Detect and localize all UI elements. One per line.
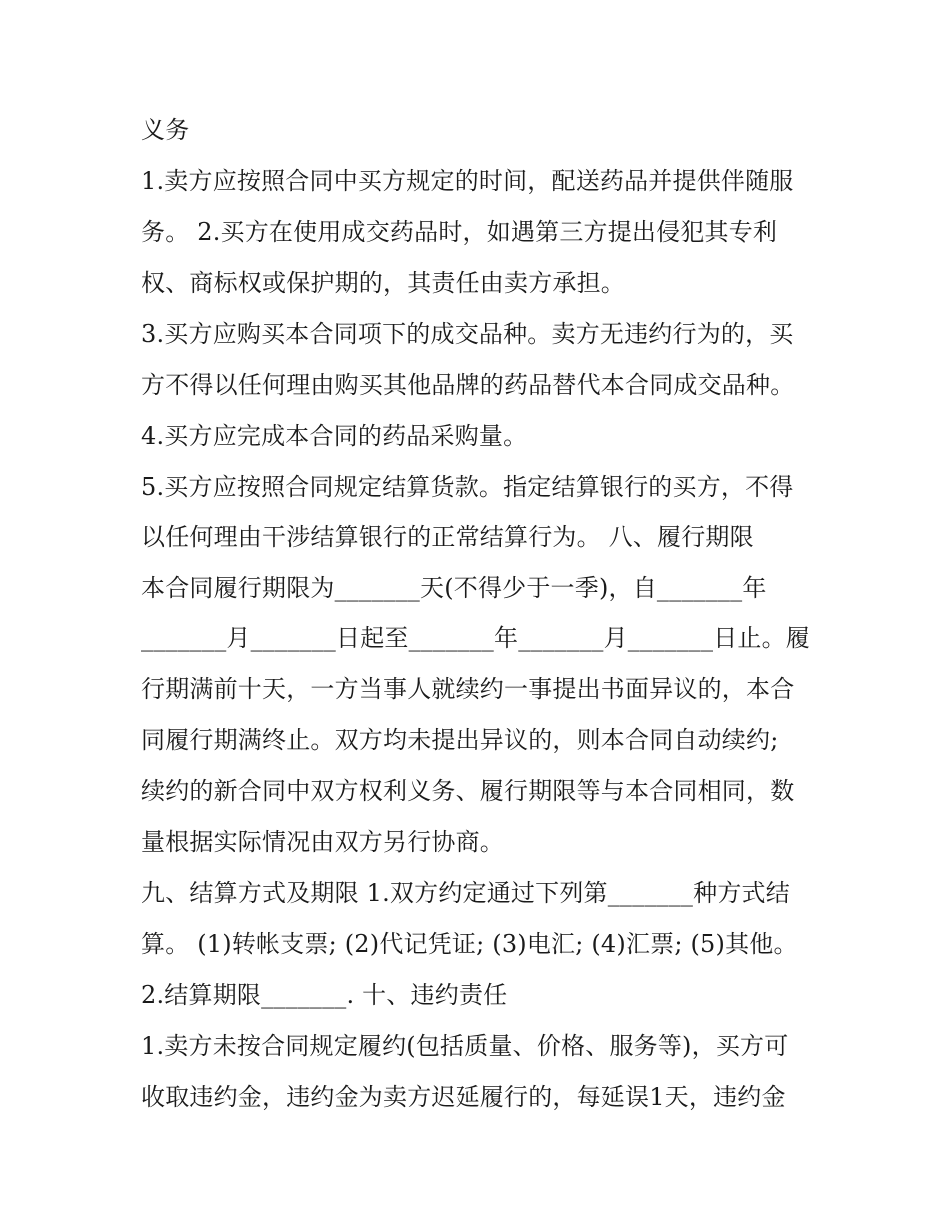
text-line: 行期满前十天，一方当事人就续约一事提出书面异议的，本合 bbox=[141, 675, 795, 703]
text-line: 方不得以任何理由购买其他品牌的药品替代本合同成交品种。 bbox=[141, 371, 795, 399]
text-line: 1.卖方应按照合同中买方规定的时间，配送药品并提供伴随服 bbox=[141, 167, 794, 195]
text-line: 量根据实际情况由双方另行协商。 bbox=[141, 828, 504, 856]
text-line: 义务 bbox=[141, 116, 190, 144]
text-line: 收取违约金，违约金为卖方迟延履行的，每延误1天，违约金 bbox=[141, 1083, 786, 1111]
text-line: 本合同履行期限为_______天(不得少于一季)，自_______年 bbox=[141, 574, 767, 602]
text-line: 1.卖方未按合同规定履约(包括质量、价格、服务等)，买方可 bbox=[141, 1032, 789, 1060]
text-line: 九、结算方式及期限 1.双方约定通过下列第_______种方式结 bbox=[141, 879, 790, 907]
text-line: 同履行期满终止。双方均未提出异议的，则本合同自动续约; bbox=[141, 726, 779, 754]
text-line: 权、商标权或保护期的，其责任由卖方承担。 bbox=[141, 269, 625, 297]
text-line: 4.买方应完成本合同的药品采购量。 bbox=[141, 422, 528, 450]
text-line: 以任何理由干涉结算银行的正常结算行为。 八、履行期限 bbox=[141, 523, 754, 551]
text-line: 算。 (1)转帐支票; (2)代记凭证; (3)电汇; (4)汇票; (5)其他。 bbox=[141, 930, 798, 958]
text-line: _______月_______日起至_______年_______月_______日止。履 bbox=[141, 624, 810, 652]
text-line: 务。 2.买方在使用成交药品时，如遇第三方提出侵犯其专利 bbox=[141, 218, 778, 246]
text-line: 5.买方应按照合同规定结算货款。指定结算银行的买方，不得 bbox=[141, 473, 794, 501]
text-line: 2.结算期限_______. 十、违约责任 bbox=[141, 981, 508, 1009]
text-line: 3.买方应购买本合同项下的成交品种。卖方无违约行为的，买 bbox=[141, 320, 794, 348]
text-line: 续约的新合同中双方权利义务、履行期限等与本合同相同，数 bbox=[141, 777, 795, 805]
